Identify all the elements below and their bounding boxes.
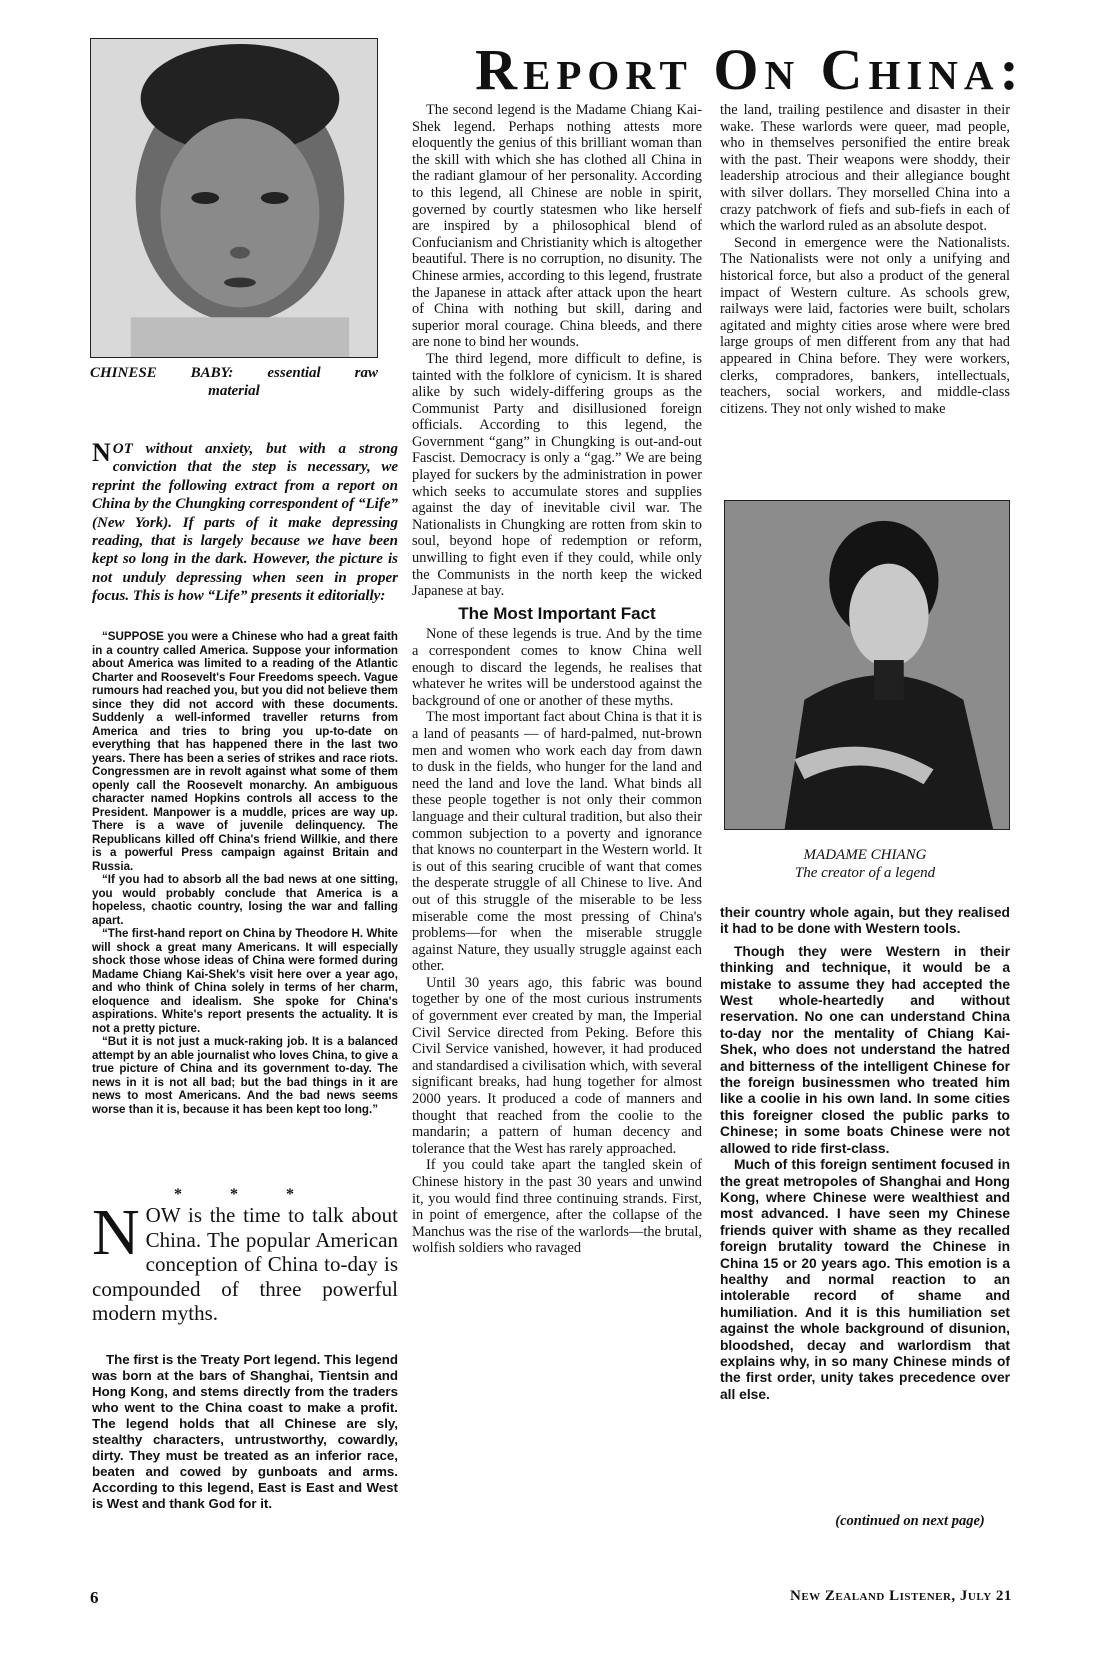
madame-caption-line2: The creator of a legend <box>794 865 936 881</box>
body-paragraph: the land, trailing pestilence and disaster in their wake. These warlords were queer, mad people, who in themselves personified the entire break with the past. Their weapons were shoddy, their leadership atrocious and their allegiance bought with silver dollars. They morselled China into a crazy patchwork of fiefs and sub-fiefs in each of which the warlord ruled as an absolute despot. <box>720 102 1010 235</box>
baby-caption <box>90 364 378 400</box>
baby-caption-line2: material <box>208 383 260 399</box>
quote-paragraph: “The first-hand report on China by Theodore H. White will shock a great many Americans. It will especially shock those whose ideas of China were formed during Madame Chiang Kai-Shek's visit here over a year ago, and who think of China solely in terms of her charm, eloquence and idealism. She spoke for China's aspirations. White's report presents the actuality. It is not a pretty picture. <box>92 927 398 1035</box>
continued-note: (continued on next page) <box>835 1513 985 1529</box>
page-title: Report On China: <box>475 37 1025 102</box>
quote-paragraph: “But it is not just a muck-raking job. It is a balanced attempt by an able journalist who loves China, to give a true picture of China and its government to-day. The news in it is not all bad; but the bad things in it are news to most Americans. And the bad news seems worse than it is, because it has been kept too long.” <box>92 1035 398 1116</box>
quote-paragraph: “If you had to absorb all the bad news at one sitting, you would probably conclude that America is a hopeless, chaotic country, losing the war and falling apart. <box>92 873 398 927</box>
body-paragraph: their country whole again, but they realised it had to be done with Western tools. <box>720 905 1010 937</box>
treaty-port-paragraph <box>92 1352 398 1512</box>
madame-chiang-photo <box>724 500 1010 830</box>
body-paragraph: The third legend, more difficult to define, is tainted with the folklore of cynicism. It is shared alike by such widely-differing groups as the Communist Party and disillusioned foreign officials. According to this legend, the Government “gang” in Chungking is out-and-out Fascist. Democracy is only a “gag.” We are being played for suckers by the administration in power which seeks to accumulate stores and supplies against the day of inevitable civil war. The Nationalists in Chungking are rotten from skin to soul, beyond hope of redemption or reform, unwilling to fight even if they could, while only the Communists in the north keep the wicked Japanese at bay. <box>412 350 702 600</box>
madame-caption-line1: MADAME CHIANG <box>803 847 927 863</box>
body-paragraph: The first is the Treaty Port legend. This legend was born at the bars of Shanghai, Tientsin and Hong Kong, and stems directly from the traders who went to the China coast to make a profit. The legend holds that all Chinese are sly, stealthy characters, untrustworthy, cowardly, dirty. They must be treated as an inferior race, beaten and cowed by gunboats and arms. According to this legend, East is East and West is West and thank God for it. <box>92 1352 398 1511</box>
body-paragraph: Much of this foreign sentiment focused in the great metropoles of Shanghai and Hong Kong, where Chinese were wealthiest and most advanced. I have seen my Chinese friends quiver with shame as they recalled foreign brutality toward the Chinese in China 15 or 20 years ago. This emotion is a healthy and normal reaction to an intolerable record of shame and humiliation. And it is this humiliation set against the whole background of disunion, bloodshed, decay and warlordism that explains why, in so many Chinese minds of the first order, unity takes precedence over all else. <box>720 1157 1010 1402</box>
quote-paragraph: “SUPPOSE you were a Chinese who had a great faith in a country called America. Suppose your information about America was limited to a reading of the Atlantic Charter and Roosevelt's Four Freedoms speech. Vague rumours had reached you, but you did not believe them since they did not accord with these documents. Suddenly a well-informed traveller returns from America and tries to bring you up-to-date on everything that has happened there in the last two years. There has been a series of strikes and race riots. Congressmen are in revolt against what some of them openly call the Roosevelt monarchy. An ambiguous character named Hopkins controls all access to the President. Manpower is a muddle, prices are way up. There is a wave of juvenile delinquency. The Republicans killed off China's friend Willkie, and there is a powerful Press campaign against Britain and Russia. <box>92 630 398 873</box>
column-2 <box>412 102 702 1257</box>
intro-paragraph <box>92 440 398 606</box>
body-paragraph: Until 30 years ago, this fabric was bound together by one of the most curious instruments of government ever created by man, the Imperial Civil Service directed from Peking. Before this Civil Service vanished, however, it had produced and standardised a civilisation which, with several significant breaks, had hung together for almost 2000 years. It produced a code of manners and thought that reached from the coolie to the mandarin; a pattern of human decency and tolerance that the West has rarely approached. <box>412 974 702 1157</box>
now-initial: N <box>92 1196 140 1269</box>
subheading: The Most Important Fact <box>458 603 656 623</box>
page-number: 6 <box>90 1588 99 1607</box>
body-paragraph: Second in emergence were the Nationalists. The Nationalists were not only a unifying and historical force, but also a product of the general impact of Western culture. As schools grew, railways were laid, factories were built, scholars agitated and mighty cities arose where were bred large groups of men different from any that had appeared in China before. They were workers, clerks, compradores, bankers, intellectuals, teachers, social workers, and middle-class citizens. They not only wished to make <box>720 234 1010 417</box>
section-stars: * * * <box>174 1186 316 1203</box>
body-paragraph: The second legend is the Madame Chiang Kai-Shek legend. Perhaps nothing attests more eloquently the genius of this brilliant woman than the skill with which she has clothed all China in the radiant glamour of her personality. According to this legend, all Chinese are noble in spirit, governed by courtly statesmen who like herself are inspired by a philosophical blend of Confucianism and Christianity which is altogether beautiful. There is no corruption, no disunity. The Chinese armies, according to this legend, frustrate the Japanese in attack after attack upon the heart of China with nothing but skill, daring and superior moral courage. China bleeds, and there are none to bind her wounds. <box>412 102 702 351</box>
body-paragraph: None of these legends is true. And by the time a correspondent comes to know China well enough to discard the legends, he realises that whatever he writes will be understood against the background of one or another of these myths. <box>412 626 702 709</box>
body-paragraph: If you could take apart the tangled skein of Chinese history in the past 30 years and unwind it, you would find three continuing strands. First, in point of emergence, after the collapse of the Manchus was the rise of the warlords—the brutal, wolfish soldiers who ravaged <box>412 1157 702 1257</box>
body-paragraph: Though they were Western in their thinking and technique, it would be a mistake to assume they had accepted the West whole-heartedly and without reservation. No one can understand China to-day nor the mentality of Chiang Kai-Shek, who does not understand the hatred and bitterness of the intelligent Chinese for the foreign businessmen who treated him like a coolie in his own land. In some cities this foreigner closed the public parks to Chinese; in some boats Chinese were not allowed to ride first-class. <box>720 943 1010 1156</box>
life-editorial-quote <box>92 630 398 1116</box>
intro-initial: N <box>92 438 111 467</box>
now-lead-paragraph <box>92 1196 398 1326</box>
body-paragraph: The most important fact about China is that it is a land of peasants — of hard-palmed, nut-brown men and women who work each day from dawn to dusk in the fields, who hunger for the land and need the land and love the land. What binds all these people together is not only their common language and their cultural tradition, but also their common subjection to a poverty and ignorance that knows no counterpart in the Western world. It is out of this searing crucible of want that comes the desperate struggle of all Chinese to live. And out of this struggle of the miserable to be less miserable come the most pressing of China's problems—for when the miserable struggle against Nature, they usually struggle against each other. <box>412 709 702 975</box>
publication-footer: New Zealand Listener, July 21 <box>790 1588 1012 1604</box>
madame-caption <box>720 846 1010 882</box>
baby-caption-line1: CHINESE BABY: essential raw <box>90 365 378 381</box>
intro-text: OT without anxiety, but with a strong conviction that the step is necessary, we reprint the following extract from a report on China by the Chungking correspondent of “Life” (New York). If parts of it make depressing reading, that is largely because we have been kept so long in the dark. However, the picture is not unduly depressing when seen in proper focus. This is how “Life” presents it editorially: <box>92 441 398 605</box>
chinese-baby-photo <box>90 38 378 358</box>
now-text: OW is the time to talk about China. The popular American conception of China to-day is compounded of three powerful modern myths. <box>92 1203 398 1325</box>
column-3-top <box>720 102 1010 417</box>
column-3-bottom <box>720 905 1010 1403</box>
